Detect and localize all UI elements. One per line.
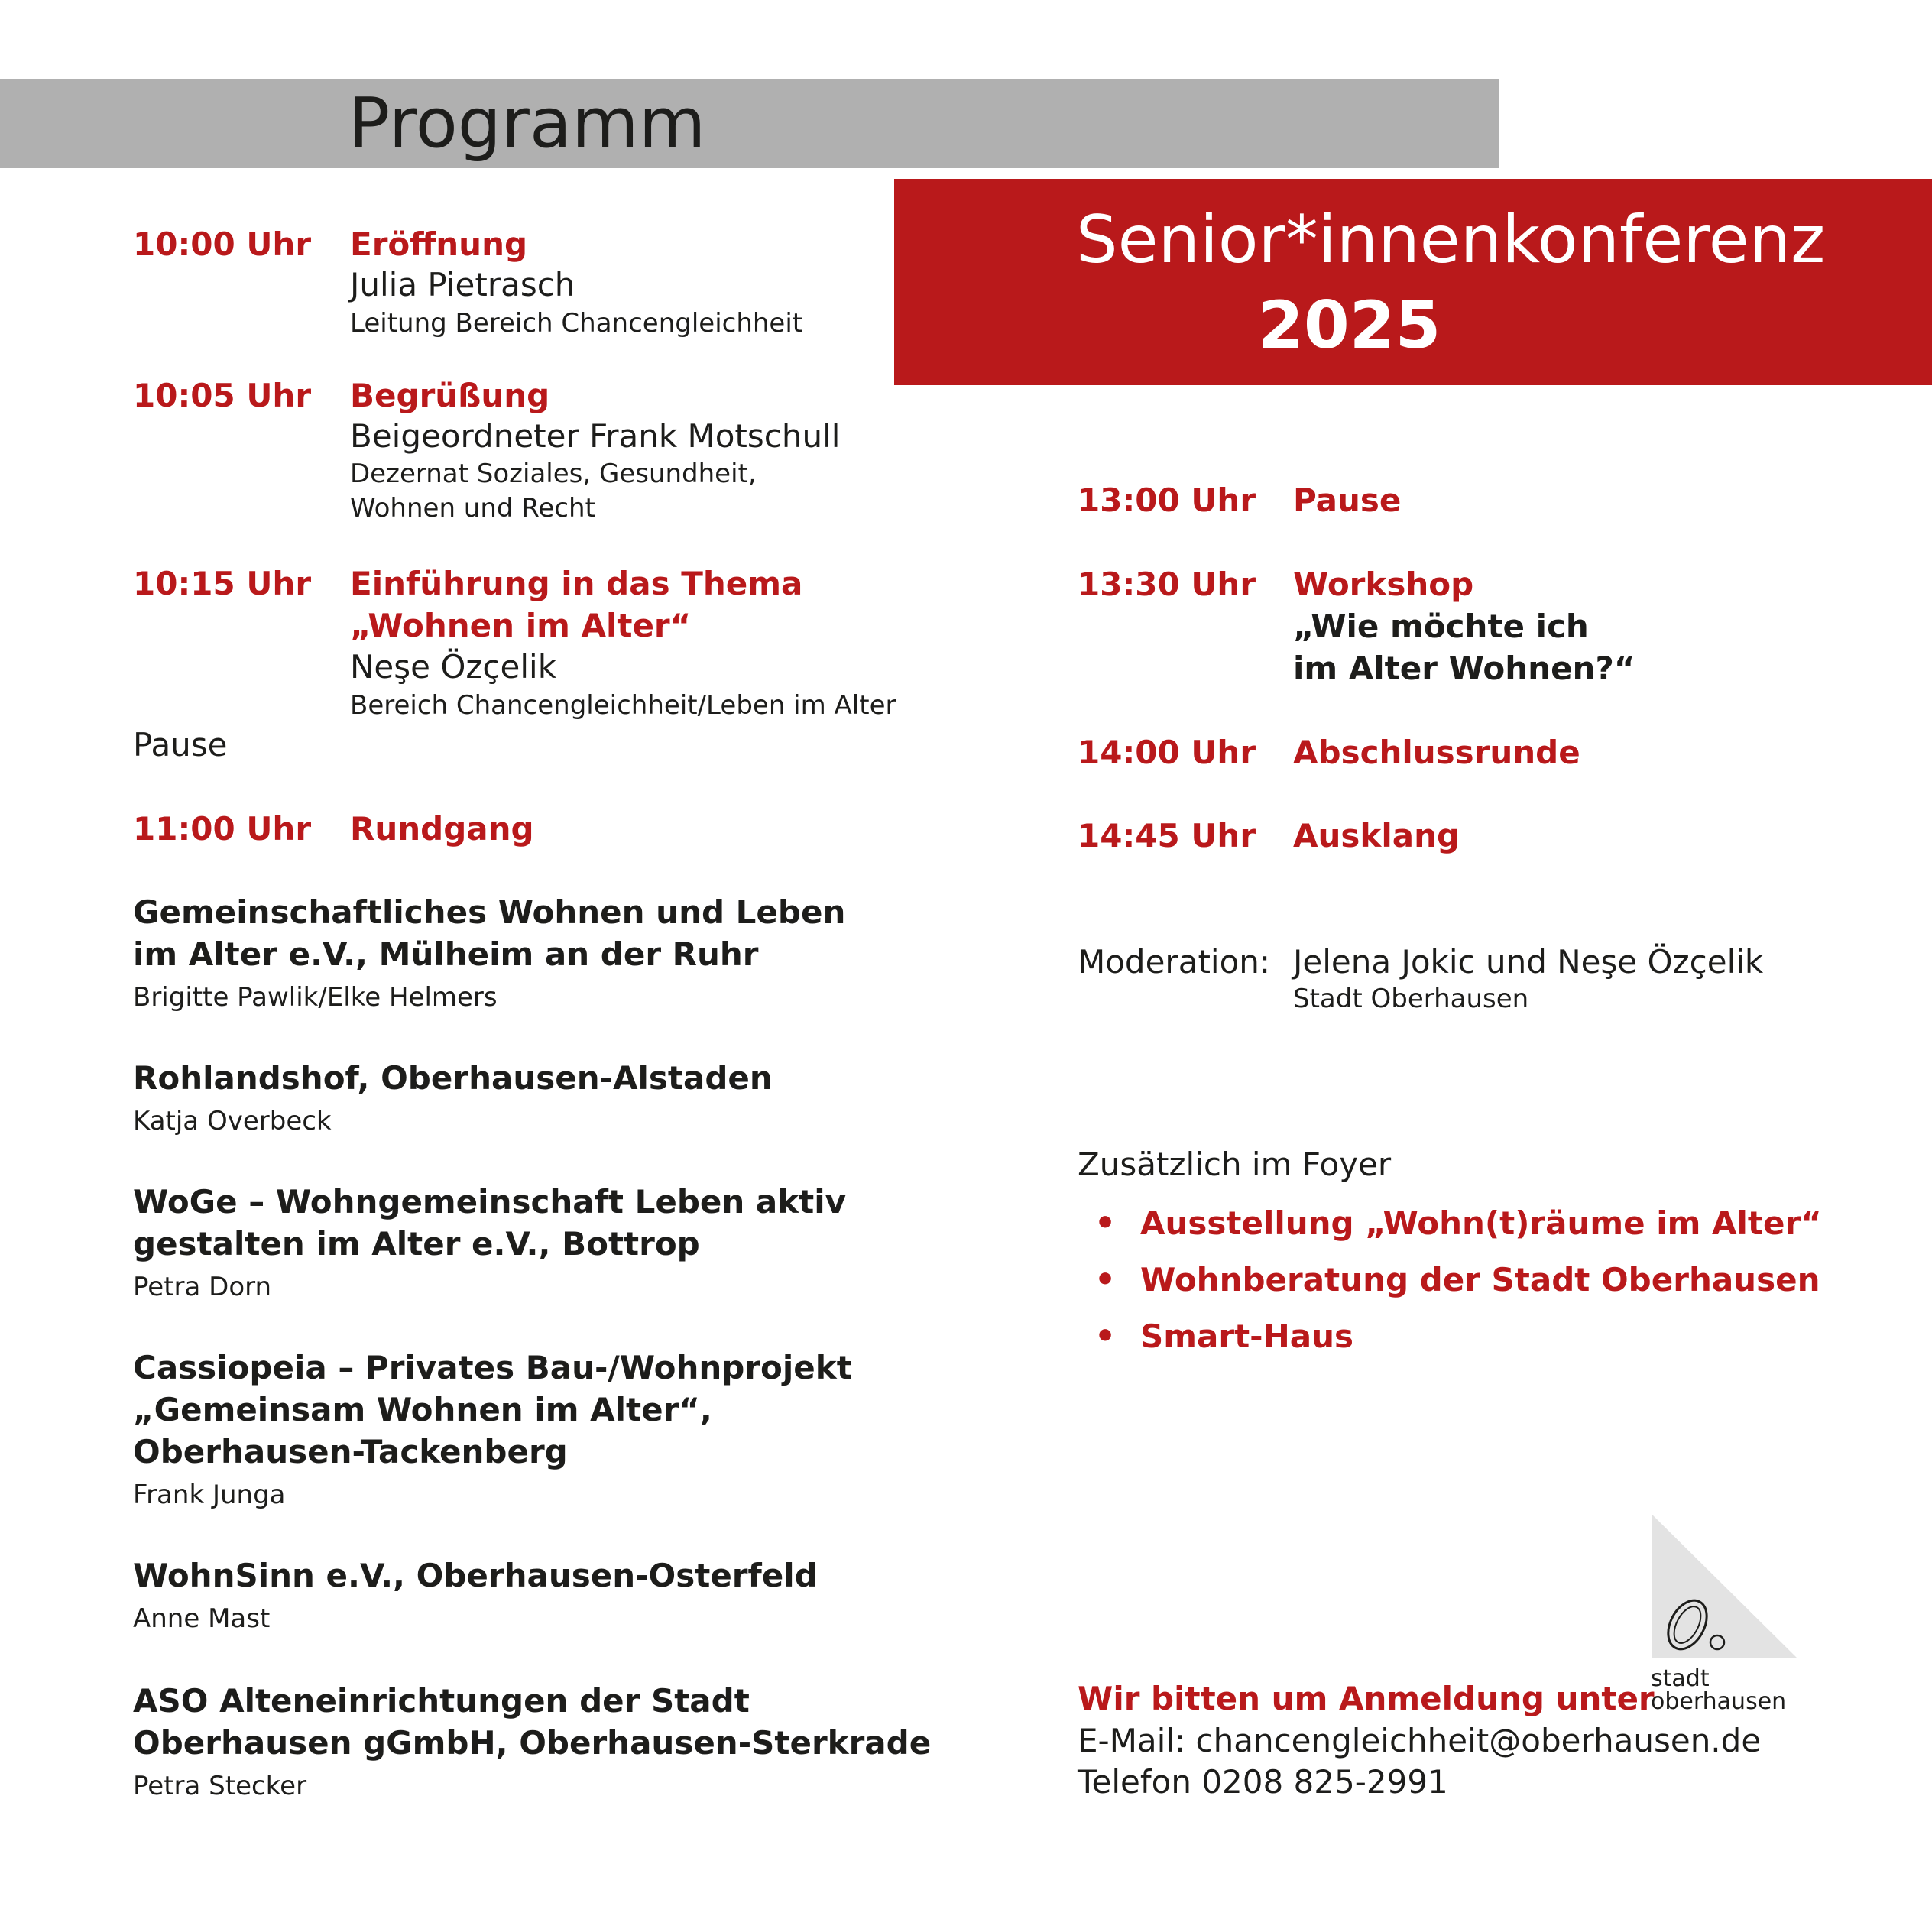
project-contact: Petra Stecker bbox=[133, 1771, 307, 1801]
registration-phone[interactable]: Telefon 0208 825-2991 bbox=[1078, 1763, 1448, 1801]
schedule-time: 11:00 Uhr bbox=[133, 810, 312, 848]
logo-text-oberhausen: oberhausen bbox=[1651, 1688, 1787, 1715]
bullet-icon: • bbox=[1094, 1204, 1117, 1243]
schedule-speaker: Neşe Özçelik bbox=[350, 648, 557, 686]
schedule-title: Rundgang bbox=[350, 810, 534, 848]
schedule-speaker: Julia Pietrasch bbox=[350, 266, 575, 303]
moderation-names: Jelena Jokic und Neşe Özçelik bbox=[1293, 943, 1764, 981]
schedule-role: Wohnen und Recht bbox=[350, 493, 595, 524]
logo-text-stadt: stadt bbox=[1651, 1665, 1710, 1692]
schedule-time: 10:05 Uhr bbox=[133, 377, 312, 414]
project-name: Oberhausen gGmbH, Oberhausen-Sterkrade bbox=[133, 1724, 932, 1762]
foyer-heading: Zusätzlich im Foyer bbox=[1078, 1146, 1392, 1183]
project-contact: Brigitte Pawlik/Elke Helmers bbox=[133, 982, 498, 1013]
moderation-org: Stadt Oberhausen bbox=[1293, 984, 1529, 1014]
schedule-title: Abschlussrunde bbox=[1293, 734, 1580, 771]
schedule-title: Eröffnung bbox=[350, 225, 528, 263]
program-title: Programm bbox=[348, 83, 706, 164]
project-name: Oberhausen-Tackenberg bbox=[133, 1433, 568, 1470]
schedule-role: Leitung Bereich Chancengleichheit bbox=[350, 308, 803, 339]
project-contact: Petra Dorn bbox=[133, 1272, 272, 1302]
program-header-bar bbox=[0, 79, 1499, 168]
project-name: Rohlandshof, Oberhausen-Alstaden bbox=[133, 1059, 773, 1097]
schedule-time: 13:30 Uhr bbox=[1078, 566, 1256, 603]
moderation-label: Moderation: bbox=[1078, 943, 1271, 981]
schedule-title: Pause bbox=[1293, 481, 1402, 519]
schedule-role: Dezernat Soziales, Gesundheit, bbox=[350, 459, 757, 489]
foyer-item: Wohnberatung der Stadt Oberhausen bbox=[1140, 1261, 1820, 1298]
project-name: gestalten im Alter e.V., Bottrop bbox=[133, 1225, 700, 1263]
conference-title: Senior*innenkonferenz bbox=[1076, 202, 1826, 278]
project-name: WohnSinn e.V., Oberhausen-Osterfeld bbox=[133, 1557, 818, 1594]
schedule-title: „Wohnen im Alter“ bbox=[350, 607, 692, 644]
logo-mark-icon bbox=[1648, 1512, 1801, 1665]
bullet-icon: • bbox=[1094, 1317, 1117, 1356]
workshop-subtitle: „Wie möchte ich bbox=[1293, 608, 1589, 645]
project-name: Gemeinschaftliches Wohnen und Leben bbox=[133, 893, 846, 931]
conference-year: 2025 bbox=[1258, 287, 1441, 364]
schedule-title: Ausklang bbox=[1293, 817, 1460, 854]
project-name: ASO Alteneinrichtungen der Stadt bbox=[133, 1682, 750, 1720]
schedule-title: Workshop bbox=[1293, 566, 1474, 603]
project-name: „Gemeinsam Wohnen im Alter“, bbox=[133, 1391, 712, 1428]
schedule-time: 10:15 Uhr bbox=[133, 565, 312, 602]
schedule-time: 13:00 Uhr bbox=[1078, 481, 1256, 519]
schedule-speaker: Beigeordneter Frank Motschull bbox=[350, 417, 841, 455]
schedule-role: Bereich Chancengleichheit/Leben im Alter bbox=[350, 690, 896, 721]
foyer-item: Ausstellung „Wohn(t)räume im Alter“ bbox=[1140, 1204, 1822, 1242]
registration-email[interactable]: E-Mail: chancengleichheit@oberhausen.de bbox=[1078, 1722, 1762, 1759]
project-contact: Frank Junga bbox=[133, 1480, 286, 1510]
project-name: WoGe – Wohngemeinschaft Leben aktiv bbox=[133, 1183, 847, 1220]
workshop-subtitle: im Alter Wohnen?“ bbox=[1293, 650, 1635, 687]
schedule-title: Begrüßung bbox=[350, 377, 550, 414]
foyer-item: Smart-Haus bbox=[1140, 1318, 1353, 1355]
project-contact: Anne Mast bbox=[133, 1603, 271, 1634]
pause-label: Pause bbox=[133, 726, 228, 763]
project-contact: Katja Overbeck bbox=[133, 1106, 332, 1136]
registration-heading: Wir bitten um Anmeldung unter bbox=[1078, 1680, 1655, 1717]
schedule-time: 14:00 Uhr bbox=[1078, 734, 1256, 771]
schedule-time: 10:00 Uhr bbox=[133, 225, 312, 263]
project-name: im Alter e.V., Mülheim an der Ruhr bbox=[133, 935, 759, 973]
bullet-icon: • bbox=[1094, 1260, 1117, 1299]
schedule-title: Einführung in das Thema bbox=[350, 565, 803, 602]
schedule-time: 14:45 Uhr bbox=[1078, 817, 1256, 854]
project-name: Cassiopeia – Privates Bau-/Wohnprojekt bbox=[133, 1349, 852, 1386]
